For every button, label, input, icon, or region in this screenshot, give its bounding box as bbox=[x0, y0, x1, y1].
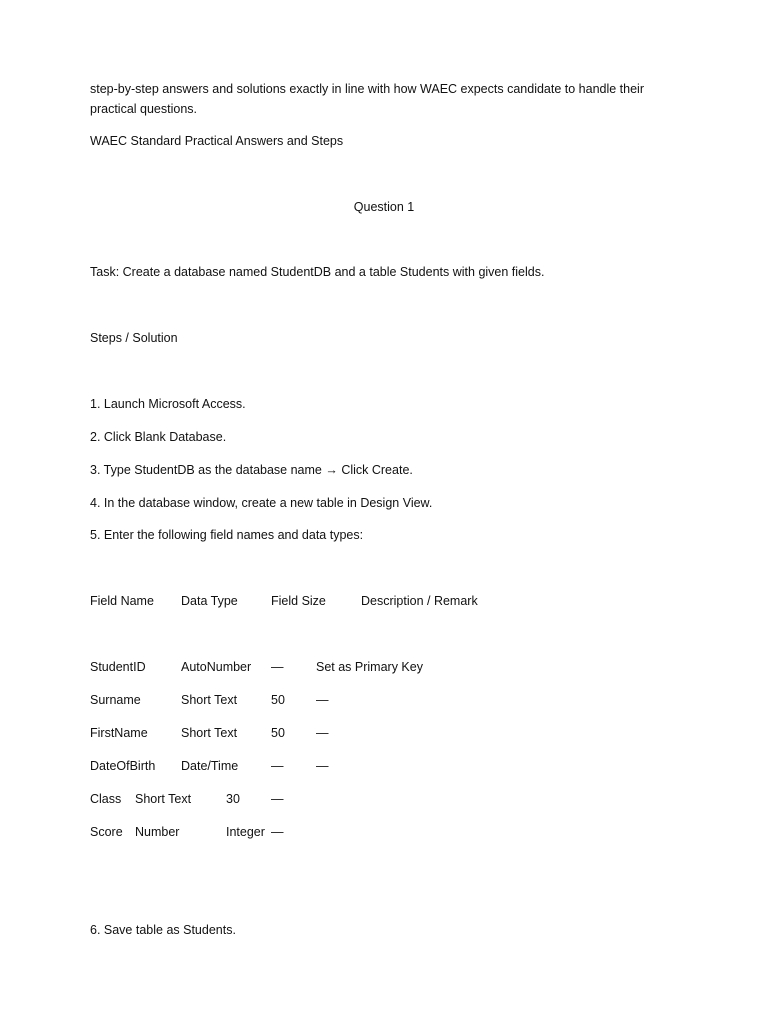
step-item: 1. Launch Microsoft Access. bbox=[90, 397, 246, 411]
step-item: 4. In the database window, create a new table in Design View. bbox=[90, 496, 433, 510]
document-heading: WAEC Standard Practical Answers and Steps bbox=[90, 134, 344, 148]
final-step: 6. Save table as Students. bbox=[90, 923, 236, 937]
table-cell: 50 bbox=[271, 726, 285, 740]
table-cell: — bbox=[316, 759, 329, 773]
table-cell: Score bbox=[90, 825, 123, 839]
step-item: 3. Type StudentDB as the database name → Click Create. bbox=[90, 463, 413, 477]
question-title: Question 1 bbox=[353, 200, 415, 214]
table-cell: Short Text bbox=[181, 693, 238, 707]
table-cell: Surname bbox=[90, 693, 141, 707]
steps-heading: Steps / Solution bbox=[90, 331, 178, 345]
table-header-description: Description / Remark bbox=[361, 594, 478, 608]
intro-paragraph: step-by-step answers and solutions exactly in line with how WAEC expects candidate to handle their practical questions. bbox=[90, 82, 644, 116]
table-header-field-size: Field Size bbox=[271, 594, 326, 608]
table-cell: Set as Primary Key bbox=[316, 660, 423, 674]
table-header-field-name: Field Name bbox=[90, 594, 154, 608]
table-cell: AutoNumber bbox=[181, 660, 252, 674]
table-cell: — bbox=[271, 825, 284, 839]
table-cell: 50 bbox=[271, 693, 285, 707]
table-cell: DateOfBirth bbox=[90, 759, 156, 773]
table-cell: Short Text bbox=[181, 726, 238, 740]
table-cell: — bbox=[316, 726, 329, 740]
step-item: 5. Enter the following field names and data types: bbox=[90, 528, 364, 542]
table-cell: — bbox=[271, 759, 284, 773]
step-item: 2. Click Blank Database. bbox=[90, 430, 227, 444]
table-cell: Date/Time bbox=[181, 759, 239, 773]
table-cell: Class bbox=[90, 792, 122, 806]
task-text: Task: Create a database named StudentDB and a table Students with given fields. bbox=[90, 265, 545, 279]
table-cell: — bbox=[271, 792, 284, 806]
table-cell: Integer bbox=[226, 825, 265, 839]
table-cell: Short Text bbox=[135, 792, 192, 806]
table-cell: FirstName bbox=[90, 726, 148, 740]
table-cell: — bbox=[271, 660, 284, 674]
table-header-data-type: Data Type bbox=[181, 594, 238, 608]
table-cell: — bbox=[316, 693, 329, 707]
table-cell: 30 bbox=[226, 792, 240, 806]
table-cell: Number bbox=[135, 825, 180, 839]
table-cell: StudentID bbox=[90, 660, 146, 674]
